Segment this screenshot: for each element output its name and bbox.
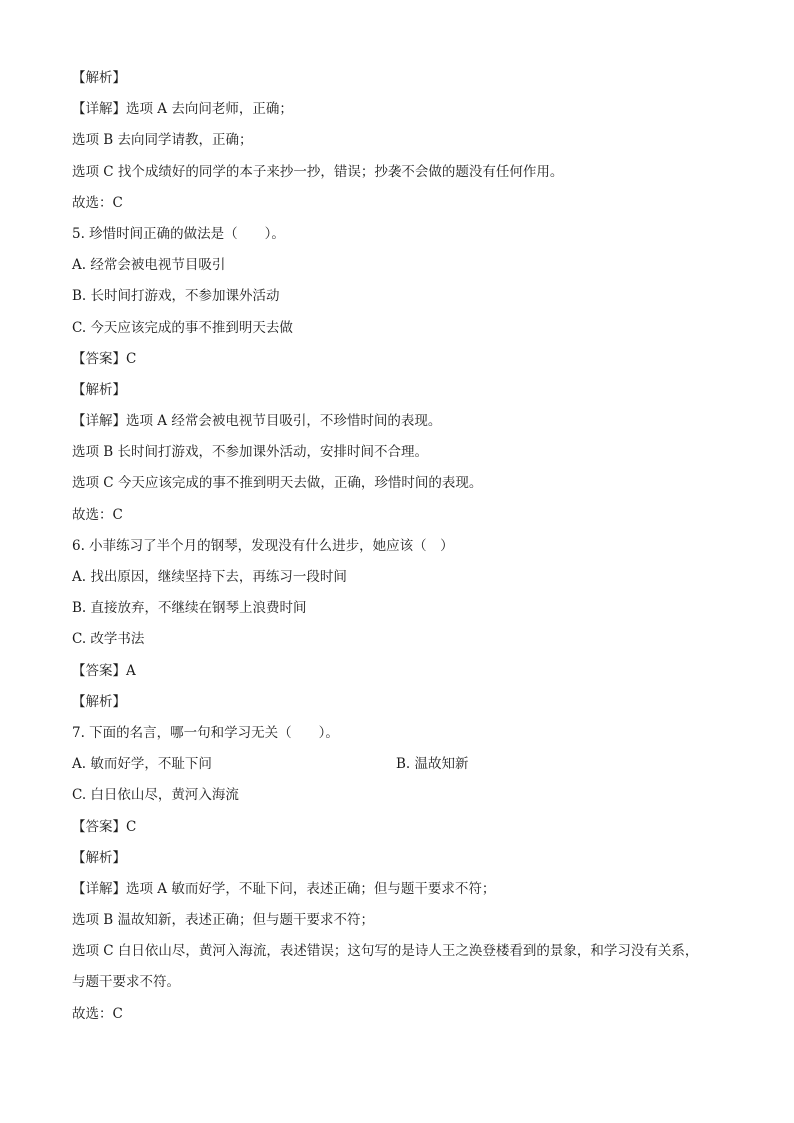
detail-line: 【详解】选项 A 去向问老师，正确； [72, 101, 293, 118]
question-6-option-a: A. 找出原因，继续坚持下去，再练习一段时间 [72, 569, 347, 585]
question-7-options-row [72, 749, 722, 780]
question-5-option-c: C. 今天应该完成的事不推到明天去做 [72, 319, 293, 336]
question-7: 7. 下面的名言，哪一句和学习无关（ ）。 [72, 724, 339, 741]
analysis-heading: 【解析】 [72, 381, 126, 398]
document-content [72, 63, 722, 1030]
answer-choice-line: 故选：C [72, 1005, 123, 1022]
detail-line: 与题干要求不符。 [72, 974, 180, 991]
detail-line: 选项 C 找个成绩好的同学的本子来抄一抄，错误；抄袭不会做的题没有任何作用。 [72, 163, 564, 180]
answer-heading: 【答案】C [72, 350, 137, 367]
question-5-option-a: A. 经常会被电视节目吸引 [72, 257, 226, 274]
analysis-heading: 【解析】 [72, 70, 126, 86]
analysis-heading: 【解析】 [72, 693, 126, 710]
answer-choice-line: 故选：C [72, 506, 123, 523]
answer-choice-line: 故选：C [72, 194, 123, 211]
question-6-option-b: B. 直接放弃，不继续在钢琴上浪费时间 [72, 600, 307, 617]
answer-heading: 【答案】A [72, 662, 136, 679]
question-5-option-b: B. 长时间打游戏，不参加课外活动 [72, 288, 280, 305]
detail-line: 选项 C 白日依山尽，黄河入海流，表述错误；这句写的是诗人王之涣登楼看到的景象，和学习没有关系， [72, 943, 699, 960]
detail-line: 选项 B 温故知新，表述正确；但与题干要求不符； [72, 912, 375, 929]
question-6-option-c: C. 改学书法 [72, 631, 145, 648]
question-7-option-a: A. 敏而好学，不耻下问 [72, 756, 212, 773]
answer-heading: 【答案】C [72, 818, 137, 835]
analysis-heading: 【解析】 [72, 849, 126, 866]
detail-line: 【详解】选项 A 经常会被电视节目吸引，不珍惜时间的表现。 [72, 413, 442, 430]
detail-line: 选项 B 去向同学请教，正确； [72, 132, 253, 149]
question-5: 5. 珍惜时间正确的做法是（ ）。 [72, 225, 285, 242]
detail-line: 选项 B 长时间打游戏，不参加课外活动，安排时间不合理。 [72, 444, 429, 461]
detail-line: 【详解】选项 A 敏而好学，不耻下问，表述正确；但与题干要求不符； [72, 880, 496, 897]
question-7-option-c: C. 白日依山尽，黄河入海流 [72, 787, 239, 804]
detail-line: 选项 C 今天应该完成的事不推到明天去做，正确，珍惜时间的表现。 [72, 475, 483, 492]
question-7-option-b: B. 温故知新 [396, 756, 469, 773]
question-6: 6. 小菲练习了半个月的钢琴，发现没有什么进步，她应该（ ） [72, 537, 454, 554]
